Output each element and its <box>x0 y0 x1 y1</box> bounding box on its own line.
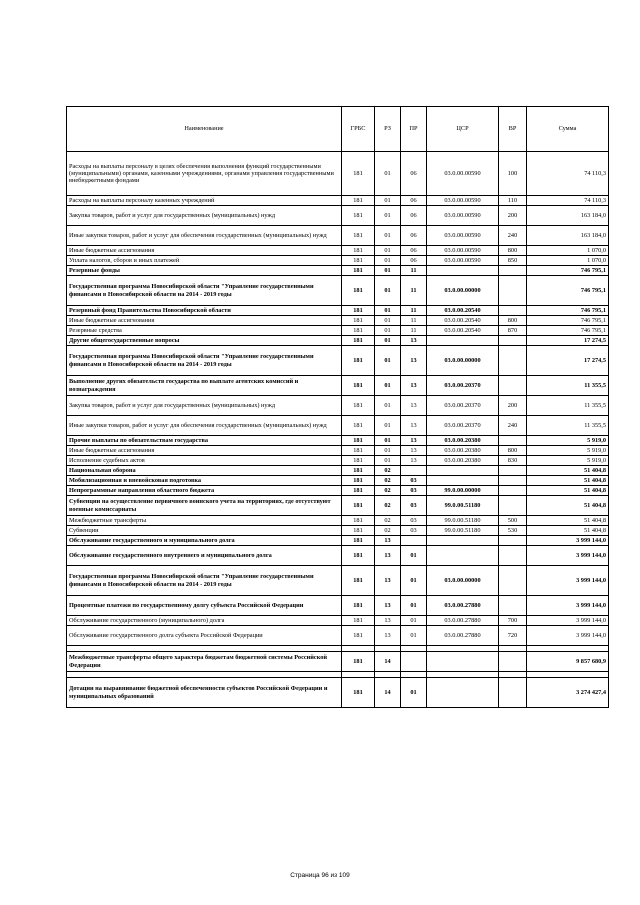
cell-rz: 01 <box>375 326 401 336</box>
table-row <box>67 466 609 476</box>
cell-sum: 746 795,1 <box>527 326 609 336</box>
cell-vr: 530 <box>499 526 527 536</box>
cell-csr <box>427 546 499 566</box>
table-row <box>67 678 609 708</box>
cell-grbs: 181 <box>342 346 375 376</box>
cell-vr <box>499 336 527 346</box>
cell-csr: 03.0.00.20380 <box>427 456 499 466</box>
cell-pr: 13 <box>401 376 427 396</box>
cell-csr <box>427 678 499 708</box>
cell-grbs: 181 <box>342 226 375 246</box>
cell-vr <box>499 566 527 596</box>
cell-sum: 3 999 144,0 <box>527 616 609 626</box>
header-grbs: ГРБС <box>342 107 375 152</box>
cell-csr: 03.0.00.20370 <box>427 416 499 436</box>
cell-csr: 99.0.00.51180 <box>427 516 499 526</box>
table-row <box>67 446 609 456</box>
cell-name: Закупка товаров, работ и услуг для государственных (муниципальных) нужд <box>67 206 342 226</box>
cell-name: Уплата налогов, сборов и иных платежей <box>67 256 342 266</box>
cell-csr: 03.0.00.00000 <box>427 346 499 376</box>
cell-csr <box>427 536 499 546</box>
cell-vr <box>499 486 527 496</box>
cell-sum: 51 404,8 <box>527 526 609 536</box>
cell-pr: 01 <box>401 678 427 708</box>
cell-sum: 9 857 680,9 <box>527 652 609 672</box>
cell-vr: 700 <box>499 616 527 626</box>
cell-pr: 06 <box>401 256 427 266</box>
cell-csr <box>427 466 499 476</box>
cell-grbs: 181 <box>342 616 375 626</box>
cell-name: Другие общегосударственные вопросы <box>67 336 342 346</box>
cell-vr: 110 <box>499 196 527 206</box>
cell-grbs: 181 <box>342 626 375 646</box>
cell-rz: 01 <box>375 416 401 436</box>
cell-rz: 13 <box>375 546 401 566</box>
cell-rz: 01 <box>375 376 401 396</box>
cell-name: Резервные средства <box>67 326 342 336</box>
cell-rz: 01 <box>375 196 401 206</box>
cell-name: Государственная программа Новосибирской области "Управление государственными финансами в Новосибирской области на 2014 - 2019 годы <box>67 346 342 376</box>
table-row <box>67 256 609 266</box>
cell-vr: 850 <box>499 256 527 266</box>
cell-name: Иные бюджетные ассигнования <box>67 316 342 326</box>
cell-grbs: 181 <box>342 246 375 256</box>
cell-csr: 03.0.00.00590 <box>427 256 499 266</box>
cell-sum: 3 999 144,0 <box>527 546 609 566</box>
cell-pr: 13 <box>401 446 427 456</box>
cell-pr: 06 <box>401 152 427 196</box>
cell-vr <box>499 496 527 516</box>
table-row <box>67 566 609 596</box>
cell-grbs: 181 <box>342 546 375 566</box>
cell-name: Исполнение судебных актов <box>67 456 342 466</box>
cell-pr: 11 <box>401 306 427 316</box>
cell-rz: 01 <box>375 396 401 416</box>
cell-grbs: 181 <box>342 196 375 206</box>
cell-rz: 02 <box>375 496 401 516</box>
cell-name: Обслуживание государственного внутреннего и муниципального долга <box>67 546 342 566</box>
cell-rz: 01 <box>375 446 401 456</box>
table-row <box>67 152 609 196</box>
cell-pr: 13 <box>401 346 427 376</box>
cell-pr: 13 <box>401 336 427 346</box>
cell-name: Непрограммные направления областного бюджета <box>67 486 342 496</box>
cell-csr: 03.0.00.27880 <box>427 596 499 616</box>
cell-sum: 3 999 144,0 <box>527 536 609 546</box>
cell-name: Иные закупки товаров, работ и услуг для обеспечения государственных (муниципальных) нужд <box>67 416 342 436</box>
cell-rz: 01 <box>375 226 401 246</box>
table-row <box>67 376 609 396</box>
cell-vr <box>499 376 527 396</box>
table-row <box>67 616 609 626</box>
table-row <box>67 336 609 346</box>
cell-pr: 03 <box>401 486 427 496</box>
cell-vr: 720 <box>499 626 527 646</box>
header-csr: ЦСР <box>427 107 499 152</box>
table-row <box>67 536 609 546</box>
cell-name: Государственная программа Новосибирской области "Управление государственными финансами в Новосибирской области на 2014 - 2019 годы <box>67 566 342 596</box>
cell-vr <box>499 536 527 546</box>
header-rz: РЗ <box>375 107 401 152</box>
cell-pr: 01 <box>401 616 427 626</box>
cell-csr <box>427 652 499 672</box>
cell-sum: 17 274,5 <box>527 336 609 346</box>
header-sum: Сумма <box>527 107 609 152</box>
cell-sum: 3 999 144,0 <box>527 626 609 646</box>
cell-pr: 01 <box>401 566 427 596</box>
cell-name: Дотации на выравнивание бюджетной обеспеченности субъектов Российской Федерации и муниципальных образований <box>67 678 342 708</box>
cell-rz: 13 <box>375 596 401 616</box>
table-row <box>67 416 609 436</box>
cell-name: Процентные платежи по государственному долгу субъекта Российской Федерации <box>67 596 342 616</box>
table-row <box>67 436 609 446</box>
cell-pr: 01 <box>401 596 427 616</box>
table-row <box>67 496 609 516</box>
cell-name: Субвенции на осуществление первичного воинского учета на территориях, где отсутствуют военные комиссариаты <box>67 496 342 516</box>
cell-pr <box>401 536 427 546</box>
cell-vr <box>499 596 527 616</box>
cell-sum: 163 184,0 <box>527 206 609 226</box>
cell-grbs: 181 <box>342 276 375 306</box>
cell-csr: 03.0.00.20380 <box>427 436 499 446</box>
cell-grbs: 181 <box>342 416 375 436</box>
table-body <box>67 152 609 708</box>
cell-grbs: 181 <box>342 152 375 196</box>
cell-grbs: 181 <box>342 456 375 466</box>
cell-csr <box>427 266 499 276</box>
cell-sum: 5 919,0 <box>527 456 609 466</box>
cell-vr: 240 <box>499 416 527 436</box>
cell-rz: 01 <box>375 306 401 316</box>
cell-rz: 01 <box>375 206 401 226</box>
cell-pr: 01 <box>401 626 427 646</box>
cell-sum: 11 355,5 <box>527 396 609 416</box>
cell-name: Резервный фонд Правительства Новосибирской области <box>67 306 342 316</box>
table-row <box>67 276 609 306</box>
cell-sum: 51 404,8 <box>527 476 609 486</box>
table-row <box>67 456 609 466</box>
cell-grbs: 181 <box>342 446 375 456</box>
cell-csr: 03.0.00.20540 <box>427 326 499 336</box>
cell-name: Прочие выплаты по обязательствам государства <box>67 436 342 446</box>
table-row <box>67 476 609 486</box>
cell-sum: 746 795,1 <box>527 266 609 276</box>
header-name: Наименование <box>67 107 342 152</box>
table-row <box>67 486 609 496</box>
cell-csr: 99.0.00.51180 <box>427 496 499 516</box>
table-row <box>67 596 609 616</box>
cell-name: Мобилизационная и вневойсковая подготовка <box>67 476 342 486</box>
cell-sum: 5 919,0 <box>527 446 609 456</box>
cell-name: Расходы на выплаты персоналу казенных учреждений <box>67 196 342 206</box>
cell-name: Иные закупки товаров, работ и услуг для обеспечения государственных (муниципальных) нужд <box>67 226 342 246</box>
table-row <box>67 206 609 226</box>
cell-csr: 03.0.00.00590 <box>427 196 499 206</box>
header-vr: ВР <box>499 107 527 152</box>
cell-csr: 03.0.00.00590 <box>427 206 499 226</box>
cell-grbs: 181 <box>342 476 375 486</box>
cell-grbs: 181 <box>342 306 375 316</box>
cell-rz: 14 <box>375 652 401 672</box>
cell-csr: 03.0.00.27880 <box>427 616 499 626</box>
cell-grbs: 181 <box>342 206 375 226</box>
cell-pr: 13 <box>401 436 427 446</box>
table-row <box>67 266 609 276</box>
cell-grbs: 181 <box>342 266 375 276</box>
cell-csr: 99.0.00.00000 <box>427 486 499 496</box>
cell-csr: 03.0.00.20380 <box>427 446 499 456</box>
cell-sum: 163 184,0 <box>527 226 609 246</box>
cell-sum: 51 404,8 <box>527 486 609 496</box>
cell-csr: 03.0.00.00590 <box>427 226 499 246</box>
cell-csr: 03.0.00.20370 <box>427 396 499 416</box>
table-row <box>67 326 609 336</box>
cell-grbs: 181 <box>342 376 375 396</box>
cell-name: Обслуживание государственного и муниципального долга <box>67 536 342 546</box>
cell-grbs: 181 <box>342 678 375 708</box>
cell-sum: 74 110,3 <box>527 196 609 206</box>
table-row <box>67 652 609 672</box>
cell-pr: 13 <box>401 396 427 416</box>
cell-vr <box>499 276 527 306</box>
cell-sum: 3 999 144,0 <box>527 566 609 596</box>
cell-sum: 17 274,5 <box>527 346 609 376</box>
cell-vr: 800 <box>499 446 527 456</box>
cell-pr: 11 <box>401 276 427 306</box>
cell-vr <box>499 346 527 376</box>
cell-sum: 11 355,5 <box>527 416 609 436</box>
table-row <box>67 396 609 416</box>
cell-rz: 01 <box>375 436 401 446</box>
cell-grbs: 181 <box>342 396 375 416</box>
cell-vr: 800 <box>499 316 527 326</box>
cell-name: Субвенции <box>67 526 342 536</box>
cell-vr: 800 <box>499 246 527 256</box>
cell-vr: 200 <box>499 396 527 416</box>
cell-sum: 3 274 427,4 <box>527 678 609 708</box>
cell-name: Межбюджетные трансферты общего характера бюджетам бюджетной системы Российской Федерации <box>67 652 342 672</box>
budget-table <box>66 106 609 708</box>
cell-vr <box>499 266 527 276</box>
cell-name: Государственная программа Новосибирской области "Управление государственными финансами в Новосибирской области на 2014 - 2019 годы <box>67 276 342 306</box>
table-row <box>67 546 609 566</box>
cell-rz: 01 <box>375 276 401 306</box>
cell-grbs: 181 <box>342 596 375 616</box>
table-row <box>67 306 609 316</box>
table-row <box>67 196 609 206</box>
cell-pr <box>401 652 427 672</box>
cell-sum: 746 795,1 <box>527 316 609 326</box>
cell-csr: 03.0.00.20370 <box>427 376 499 396</box>
cell-rz: 13 <box>375 566 401 596</box>
cell-csr: 03.0.00.00590 <box>427 246 499 256</box>
cell-pr: 06 <box>401 226 427 246</box>
cell-name: Закупка товаров, работ и услуг для государственных (муниципальных) нужд <box>67 396 342 416</box>
cell-pr: 06 <box>401 246 427 256</box>
cell-pr: 03 <box>401 496 427 516</box>
cell-rz: 01 <box>375 246 401 256</box>
cell-grbs: 181 <box>342 566 375 596</box>
cell-rz: 01 <box>375 316 401 326</box>
cell-pr: 03 <box>401 526 427 536</box>
cell-rz: 13 <box>375 616 401 626</box>
cell-pr <box>401 466 427 476</box>
cell-name: Национальная оборона <box>67 466 342 476</box>
cell-pr: 13 <box>401 416 427 436</box>
cell-rz: 01 <box>375 152 401 196</box>
cell-pr: 03 <box>401 476 427 486</box>
cell-vr <box>499 436 527 446</box>
cell-vr <box>499 678 527 708</box>
cell-rz: 01 <box>375 256 401 266</box>
cell-csr: 03.0.00.00000 <box>427 276 499 306</box>
cell-name: Выполнение других обязательств государства по выплате агентских комиссий и вознаграждения <box>67 376 342 396</box>
table-row <box>67 316 609 326</box>
cell-grbs: 181 <box>342 496 375 516</box>
cell-grbs: 181 <box>342 516 375 526</box>
cell-vr: 830 <box>499 456 527 466</box>
cell-vr: 500 <box>499 516 527 526</box>
cell-rz: 13 <box>375 536 401 546</box>
cell-csr: 99.0.00.51180 <box>427 526 499 536</box>
cell-grbs: 181 <box>342 466 375 476</box>
cell-csr: 03.0.00.00000 <box>427 566 499 596</box>
page-number: Страница 96 из 109 <box>290 872 350 879</box>
cell-rz: 01 <box>375 266 401 276</box>
cell-sum: 3 999 144,0 <box>527 596 609 616</box>
cell-name: Резервные фонды <box>67 266 342 276</box>
cell-csr <box>427 476 499 486</box>
cell-grbs: 181 <box>342 256 375 266</box>
cell-pr: 13 <box>401 456 427 466</box>
cell-rz: 02 <box>375 526 401 536</box>
cell-sum: 746 795,1 <box>527 276 609 306</box>
cell-sum: 1 070,0 <box>527 246 609 256</box>
table-header-row <box>67 107 609 152</box>
cell-vr <box>499 476 527 486</box>
cell-csr: 03.0.00.20540 <box>427 306 499 316</box>
cell-rz: 02 <box>375 476 401 486</box>
cell-rz: 13 <box>375 626 401 646</box>
cell-name: Расходы на выплаты персоналу в целях обеспечения выполнения функций государственными (муниципальными) органами, казенными учреждениями, органами управления государственными внебюджетными фондами <box>67 152 342 196</box>
table-row <box>67 226 609 246</box>
cell-rz: 01 <box>375 336 401 346</box>
cell-sum: 746 795,1 <box>527 306 609 316</box>
table-row <box>67 246 609 256</box>
table-row <box>67 526 609 536</box>
cell-vr: 240 <box>499 226 527 246</box>
cell-vr <box>499 306 527 316</box>
table-row <box>67 626 609 646</box>
cell-vr <box>499 652 527 672</box>
cell-grbs: 181 <box>342 436 375 446</box>
table-row <box>67 516 609 526</box>
cell-rz: 01 <box>375 456 401 466</box>
cell-sum: 51 404,8 <box>527 466 609 476</box>
cell-rz: 02 <box>375 466 401 476</box>
header-pr: ПР <box>401 107 427 152</box>
cell-vr: 870 <box>499 326 527 336</box>
cell-vr <box>499 466 527 476</box>
cell-name: Иные бюджетные ассигнования <box>67 446 342 456</box>
cell-grbs: 181 <box>342 536 375 546</box>
cell-grbs: 181 <box>342 326 375 336</box>
cell-grbs: 181 <box>342 486 375 496</box>
cell-csr: 03.0.00.27880 <box>427 626 499 646</box>
cell-pr: 06 <box>401 206 427 226</box>
cell-pr: 03 <box>401 516 427 526</box>
cell-csr: 03.0.00.20540 <box>427 316 499 326</box>
cell-vr <box>499 546 527 566</box>
cell-name: Обслуживание государственного (муниципального) долга <box>67 616 342 626</box>
cell-sum: 74 110,3 <box>527 152 609 196</box>
cell-csr <box>427 336 499 346</box>
cell-name: Иные бюджетные ассигнования <box>67 246 342 256</box>
cell-pr: 11 <box>401 316 427 326</box>
cell-sum: 51 404,8 <box>527 516 609 526</box>
cell-sum: 51 404,8 <box>527 496 609 516</box>
cell-grbs: 181 <box>342 336 375 346</box>
cell-sum: 1 070,0 <box>527 256 609 266</box>
cell-vr: 200 <box>499 206 527 226</box>
cell-rz: 02 <box>375 486 401 496</box>
cell-rz: 01 <box>375 346 401 376</box>
cell-pr: 06 <box>401 196 427 206</box>
table-row <box>67 346 609 376</box>
cell-rz: 02 <box>375 516 401 526</box>
cell-grbs: 181 <box>342 316 375 326</box>
cell-rz: 14 <box>375 678 401 708</box>
cell-pr: 11 <box>401 326 427 336</box>
cell-sum: 5 919,0 <box>527 436 609 446</box>
cell-grbs: 181 <box>342 652 375 672</box>
cell-pr: 11 <box>401 266 427 276</box>
cell-grbs: 181 <box>342 526 375 536</box>
cell-vr: 100 <box>499 152 527 196</box>
cell-pr: 01 <box>401 546 427 566</box>
cell-sum: 11 355,5 <box>527 376 609 396</box>
cell-name: Межбюджетные трансферты <box>67 516 342 526</box>
cell-name: Обслуживание государственного долга субъекта Российской Федерации <box>67 626 342 646</box>
cell-csr: 03.0.00.00590 <box>427 152 499 196</box>
